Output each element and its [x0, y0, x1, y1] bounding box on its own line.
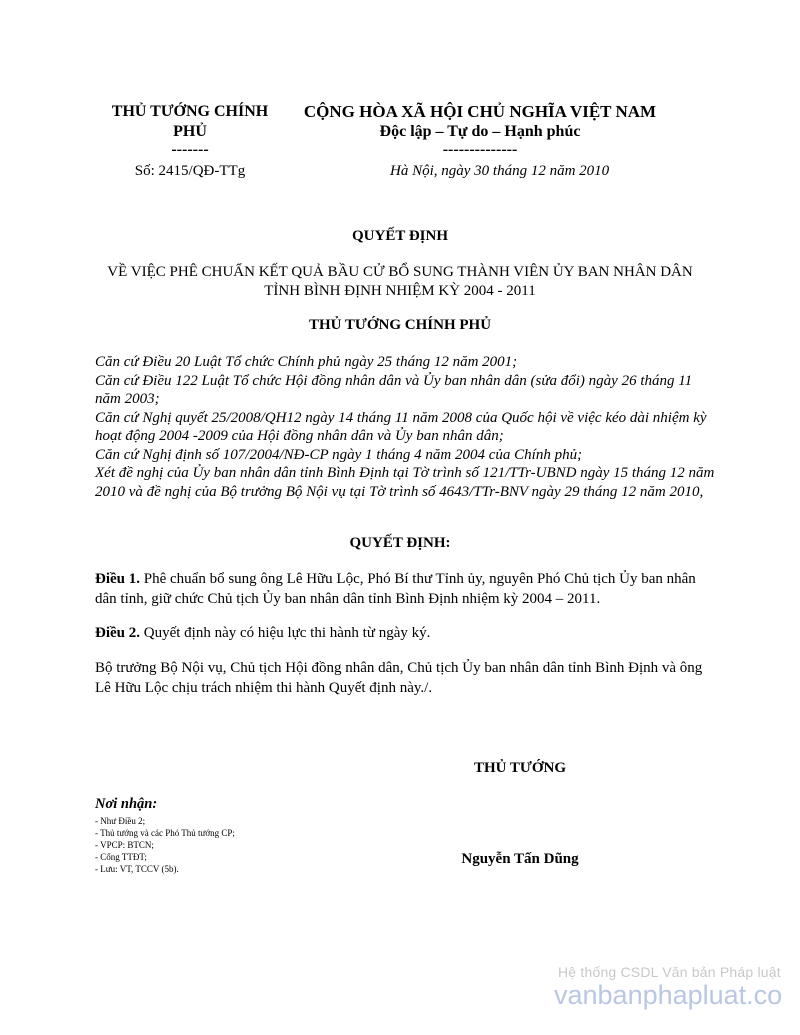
recipient-item: - Lưu: VT, TCCV (5b).: [95, 864, 179, 874]
motto-separator: --------------: [442, 141, 518, 158]
recipient-item: - VPCP: BTCN;: [95, 840, 154, 850]
legal-basis-item: Căn cứ Điều 122 Luật Tổ chức Hội đồng nhân dân và Ủy ban nhân dân (sửa đổi) ngày 26 tháng 11 năm 2003;: [95, 372, 693, 407]
closing-paragraph: Bộ trưởng Bộ Nội vụ, Chủ tịch Hội đồng nhân dân, Chủ tịch Ủy ban nhân dân tỉnh Bình Định và ông Lê Hữu Lộc chịu trách nhiệm thi hành Quyết định này./.: [95, 660, 703, 696]
recipients-label: Nơi nhận:: [95, 796, 158, 812]
recipients-list: [95, 815, 235, 875]
country-name: CỘNG HÒA XÃ HỘI CHỦ NGHĨA VIỆT NAM: [303, 102, 657, 121]
recipient-item: - Như Điều 2;: [95, 816, 146, 826]
national-motto: Độc lập – Tự do – Hạnh phúc: [379, 123, 581, 140]
legal-basis-item: Xét đề nghị của Ủy ban nhân dân tỉnh Bình Định tại Tờ trình số 121/TTr-UBND ngày 15 tháng 12 năm 2010 và đề nghị của Bộ trưởng Bộ Nội vụ tại Tờ trình số 4643/TTr-BNV ngày 29 tháng 12 năm 2010,: [95, 465, 715, 500]
recipient-item: - Cổng TTĐT;: [95, 852, 147, 862]
issuing-authority: THỦ TƯỚNG CHÍNH PHỦ: [308, 317, 492, 333]
legal-basis: [95, 353, 715, 501]
article-2-text: Quyết định này có hiệu lực thi hành từ ngày ký.: [140, 625, 431, 641]
decision-heading: QUYẾT ĐỊNH:: [349, 535, 451, 551]
agency-separator: -------: [171, 141, 209, 158]
signer-name: Nguyễn Tấn Dũng: [461, 851, 579, 867]
article-1-text: Phê chuẩn bổ sung ông Lê Hữu Lộc, Phó Bí thư Tỉnh ủy, nguyên Phó Chủ tịch Ủy ban nhân dân tỉnh, giữ chức Chủ tịch Ủy ban nhân dân tỉnh Bình Định nhiệm kỳ 2004 – 2011.: [95, 571, 696, 607]
recipient-item: - Thủ tướng và các Phó Thủ tướng CP;: [95, 828, 235, 838]
issuing-agency: [100, 102, 280, 158]
signer-title: THỦ TƯỚNG: [473, 760, 567, 776]
national-heading: [290, 102, 670, 158]
article-1: [95, 570, 715, 609]
document-number: Số: 2415/QĐ-TTg: [134, 163, 246, 179]
document-title: QUYẾT ĐỊNH: [352, 228, 448, 244]
legal-basis-item: Căn cứ Nghị định số 107/2004/NĐ-CP ngày 1 tháng 4 năm 2004 của Chính phủ;: [95, 446, 583, 463]
article-2: [95, 624, 715, 644]
legal-basis-item: Căn cứ Điều 20 Luật Tổ chức Chính phủ ngày 25 tháng 12 năm 2001;: [95, 354, 518, 370]
issuing-agency-line2: PHỦ: [173, 123, 207, 140]
watermark-line2: vanbanphapluat.co: [554, 980, 783, 1010]
watermark-line1: Hệ thống CSDL Văn bản Pháp luật: [558, 964, 781, 980]
place-date: Hà Nội, ngày 30 tháng 12 năm 2010: [390, 163, 610, 179]
article-2-label: Điều 2.: [95, 625, 140, 641]
legal-basis-item: Căn cứ Nghị quyết 25/2008/QH12 ngày 14 tháng 11 năm 2008 của Quốc hội về việc kéo dài nhiệm kỳ hoạt động 2004 -2009 của Hội đồng nhân dân và Ủy ban nhân dân;: [95, 409, 707, 444]
document-subtitle: VỀ VIỆC PHÊ CHUẨN KẾT QUẢ BẦU CỬ BỔ SUNG THÀNH VIÊN ỦY BAN NHÂN DÂN TỈNH BÌNH ĐỊNH NHIỆM KỲ 2004 - 2011: [107, 264, 693, 299]
issuing-agency-line1: THỦ TƯỚNG CHÍNH: [111, 103, 269, 120]
article-1-label: Điều 1.: [95, 571, 140, 587]
